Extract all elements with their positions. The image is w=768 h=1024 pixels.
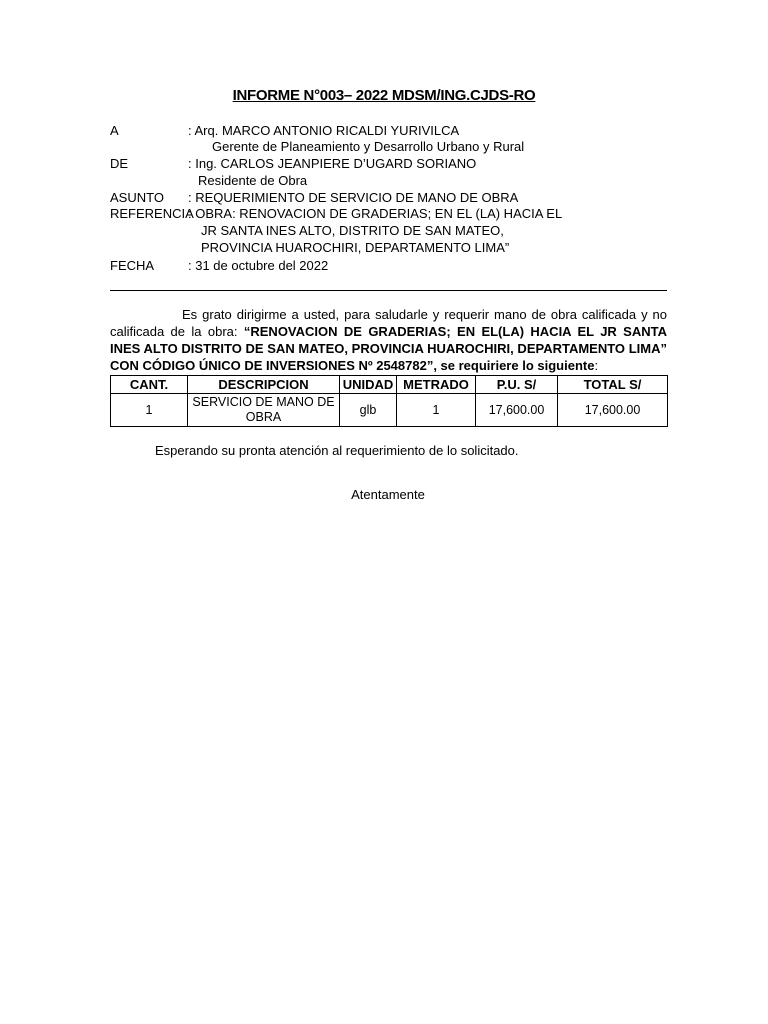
table-row <box>111 394 668 427</box>
body-paragraph <box>110 306 667 374</box>
col-header-pu: P.U. S/ <box>476 376 558 394</box>
body-project-name: “RENOVACION DE GRADERIAS; EN EL(LA) HACIA EL JR SANTA INES ALTO DISTRITO DE SAN MATEO, PROVINCIA HUAROCHIRI, DEPARTAMENTO LIMA” CON CÓDIGO ÚNICO DE INVERSIONES Nº 2548782”, se requiriere lo siguiente <box>110 324 667 373</box>
col-header-descripcion: DESCRIPCION <box>188 376 340 394</box>
from-value: : Ing. CARLOS JEANPIERE D’UGARD SORIANO <box>188 156 477 171</box>
date-label: FECHA <box>110 258 155 273</box>
signoff: Atentamente <box>351 487 425 502</box>
cell-pu: 17,600.00 <box>476 394 558 427</box>
reference-line-2: JR SANTA INES ALTO, DISTRITO DE SAN MATEO, <box>201 223 504 238</box>
from-label: DE <box>110 156 129 171</box>
col-header-total: TOTAL S/ <box>558 376 668 394</box>
reference-line-1: : OBRA: RENOVACION DE GRADERIAS; EN EL (LA) HACIA EL <box>188 206 563 221</box>
date-value: : 31 de octubre del 2022 <box>188 258 329 273</box>
to-role: Gerente de Planeamiento y Desarrollo Urbano y Rural <box>212 139 525 154</box>
col-header-metrado: METRADO <box>397 376 476 394</box>
report-title: INFORME N°003– 2022 MDSM/ING.CJDS-RO <box>232 87 536 104</box>
requirements-table <box>110 375 668 427</box>
from-role: Residente de Obra <box>198 173 308 188</box>
cell-unidad: glb <box>340 394 397 427</box>
subject-value: : REQUERIMIENTO DE SERVICIO DE MANO DE OBRA <box>188 190 519 205</box>
to-value: : Arq. MARCO ANTONIO RICALDI YURIVILCA <box>188 123 460 138</box>
cell-cant: 1 <box>111 394 188 427</box>
body-intro: Es grato dirigirme a usted, para saludarle y requerir mano de obra calificada y no calificada de la obra: <box>110 307 667 339</box>
cell-descripcion: SERVICIO DE MANO DE OBRA <box>188 394 340 427</box>
to-label: A <box>110 123 119 138</box>
header-divider <box>110 290 667 291</box>
col-header-cant: CANT. <box>111 376 188 394</box>
col-header-unidad: UNIDAD <box>340 376 397 394</box>
body-end: : <box>594 358 599 373</box>
subject-label: ASUNTO <box>110 190 164 205</box>
cell-total: 17,600.00 <box>558 394 668 427</box>
table-header-row <box>111 376 668 394</box>
reference-label: REFERENCIA <box>110 206 194 221</box>
reference-line-3: PROVINCIA HUAROCHIRI, DEPARTAMENTO LIMA” <box>201 240 510 255</box>
closing-line: Esperando su pronta atención al requerimiento de lo solicitado. <box>155 443 519 458</box>
cell-metrado: 1 <box>397 394 476 427</box>
